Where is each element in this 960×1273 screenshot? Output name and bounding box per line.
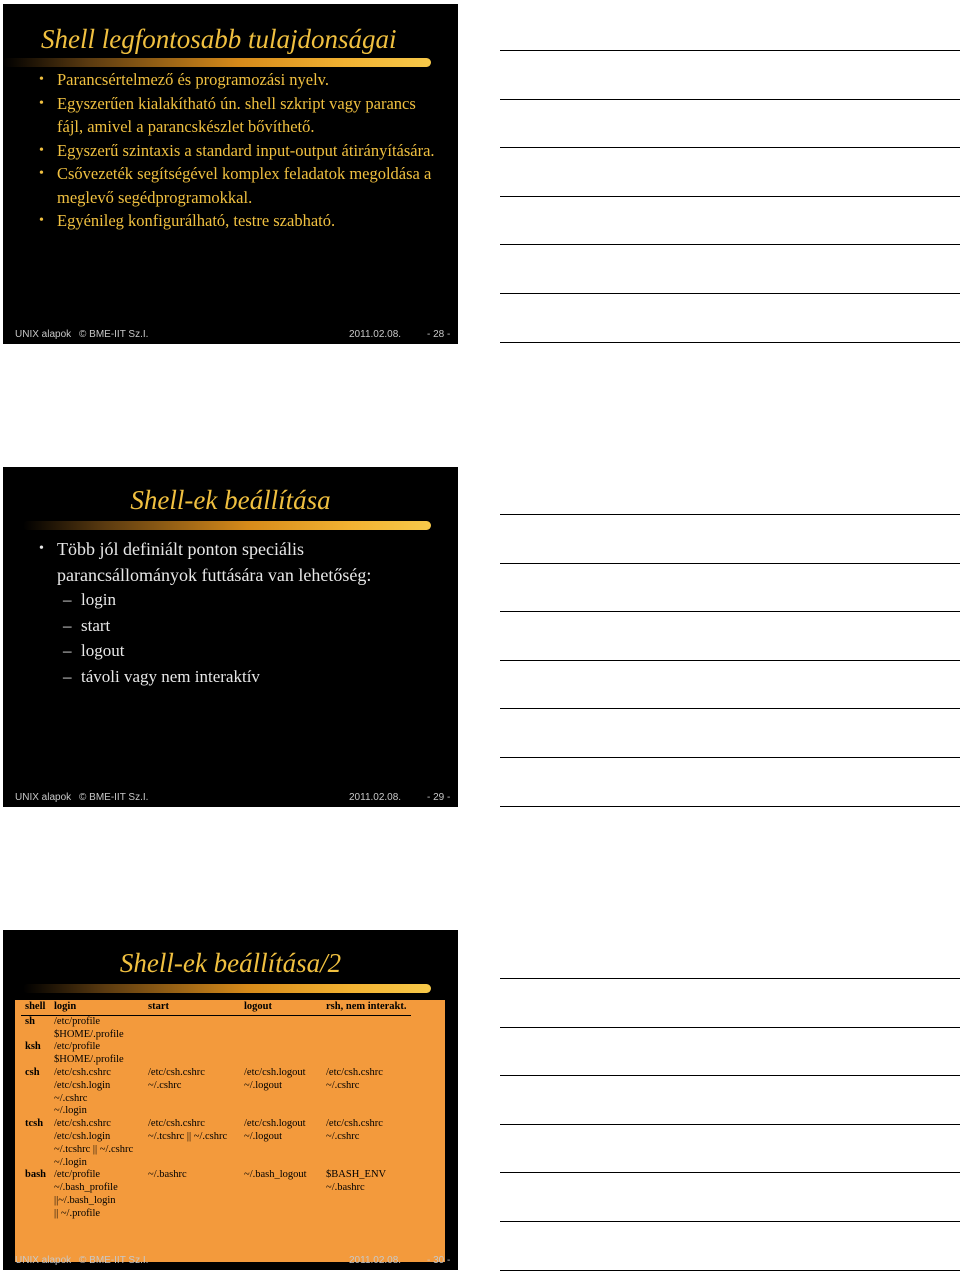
cell-start [144,1041,240,1067]
col-header: start [144,1000,240,1015]
sub-item: – login [63,587,260,613]
col-header: rsh, nem interakt. [322,1000,411,1015]
cell-rsh [322,1041,411,1067]
slide-30 [3,930,458,1270]
footer-date: 2011.02.08. [349,329,402,340]
footer-page: - 29 - [427,792,451,803]
slide-29 [3,467,458,807]
table-row [21,1041,411,1067]
sub-item: – távoli vagy nem interaktív [63,664,260,690]
cell-login: /etc/profile $HOME/.profile [54,1015,124,1040]
slide-28 [3,4,458,344]
cell-shell: tcsh [25,1118,44,1130]
col-header: shell [21,1000,50,1015]
footer-course: UNIX alapok [15,1255,72,1266]
cell-logout: ~/.bash_logout [244,1169,307,1181]
footer-course: UNIX alapok [15,792,72,803]
cell-rsh: $BASH_ENV ~/.bashrc [326,1169,387,1194]
bullet-item: • Egyénileg konfigurálható, testre szabható. [39,209,438,233]
footer-copyright: © BME-IIT Sz.I. [79,792,149,803]
cell-shell: ksh [25,1041,41,1053]
cell-login: /etc/profile ~/.bash_profile ||~/.bash_login || ~/.profile [54,1169,118,1219]
shell-config-table [21,1000,411,1221]
sub-item: – logout [63,638,260,664]
title-underline [23,984,431,993]
slide-footer [3,789,458,807]
bullet-item: • Több jól definiált ponton speciális parancsállományok futtására van lehetőség: [39,536,418,588]
cell-start [144,1015,240,1041]
cell-start: /etc/csh.cshrc ~/.cshrc [148,1066,205,1091]
slide-footer [3,1252,458,1270]
col-header: login [50,1000,144,1015]
footer-date: 2011.02.08. [349,1255,402,1266]
footer-course: UNIX alapok [15,329,72,340]
cell-login: /etc/csh.cshrc /etc/csh.login ~/.cshrc ~/.login [54,1066,111,1117]
table-header-row [21,1000,411,1015]
footer-page: - 30 - [427,1255,451,1266]
cell-logout: /etc/csh.logout ~/.logout [244,1066,306,1091]
bullet-item: • Parancsértelmező és programozási nyelv. [39,68,438,92]
slide-title: Shell-ek beállítása [130,485,331,515]
bullet-list [39,68,438,233]
bullet-item: • Csővezeték segítségével komplex feladatok megoldása a meglevő segédprogramokkal. [39,162,438,209]
cell-shell: bash [25,1169,47,1181]
cell-logout [240,1041,322,1067]
footer-page: - 28 - [427,329,451,340]
table-row [21,1015,411,1041]
title-underline [3,58,431,67]
table-row [21,1169,411,1220]
bullet-item: • Egyszerűen kialakítható ún. shell szkript vagy parancs fájl, amivel a parancskészlet bővíthető. [39,92,438,139]
sub-item: – start [63,613,260,639]
cell-rsh: /etc/csh.cshrc ~/.cshrc [326,1066,383,1091]
footer-date: 2011.02.08. [349,792,402,803]
cell-shell: sh [25,1015,35,1027]
cell-login: /etc/profile $HOME/.profile [54,1041,124,1066]
cell-rsh: /etc/csh.cshrc ~/.cshrc [326,1118,383,1142]
footer-copyright: © BME-IIT Sz.I. [79,1255,149,1266]
title-underline [23,521,431,530]
col-header: logout [240,1000,322,1015]
cell-start: ~/.bashrc [148,1169,187,1181]
cell-rsh [322,1015,411,1041]
cell-logout: /etc/csh.logout ~/.logout [244,1118,306,1142]
cell-logout [240,1015,322,1041]
bullet-item: • Egyszerű szintaxis a standard input-output átirányítására. [39,139,438,163]
slide-title: Shell-ek beállítása/2 [119,948,342,978]
footer-copyright: © BME-IIT Sz.I. [79,329,149,340]
table-row [21,1118,411,1169]
cell-start: /etc/csh.cshrc ~/.tcshrc || ~/.cshrc [148,1118,228,1142]
sub-list [63,587,260,689]
cell-login: /etc/csh.cshrc /etc/csh.login ~/.tcshrc || ~/.cshrc ~/.login [54,1118,134,1168]
slide-title: Shell legfontosabb tulajdonságai [41,24,397,54]
cell-shell: csh [25,1066,40,1078]
slide-footer [3,326,458,344]
table-row [21,1067,411,1118]
bullet-list [39,536,418,588]
